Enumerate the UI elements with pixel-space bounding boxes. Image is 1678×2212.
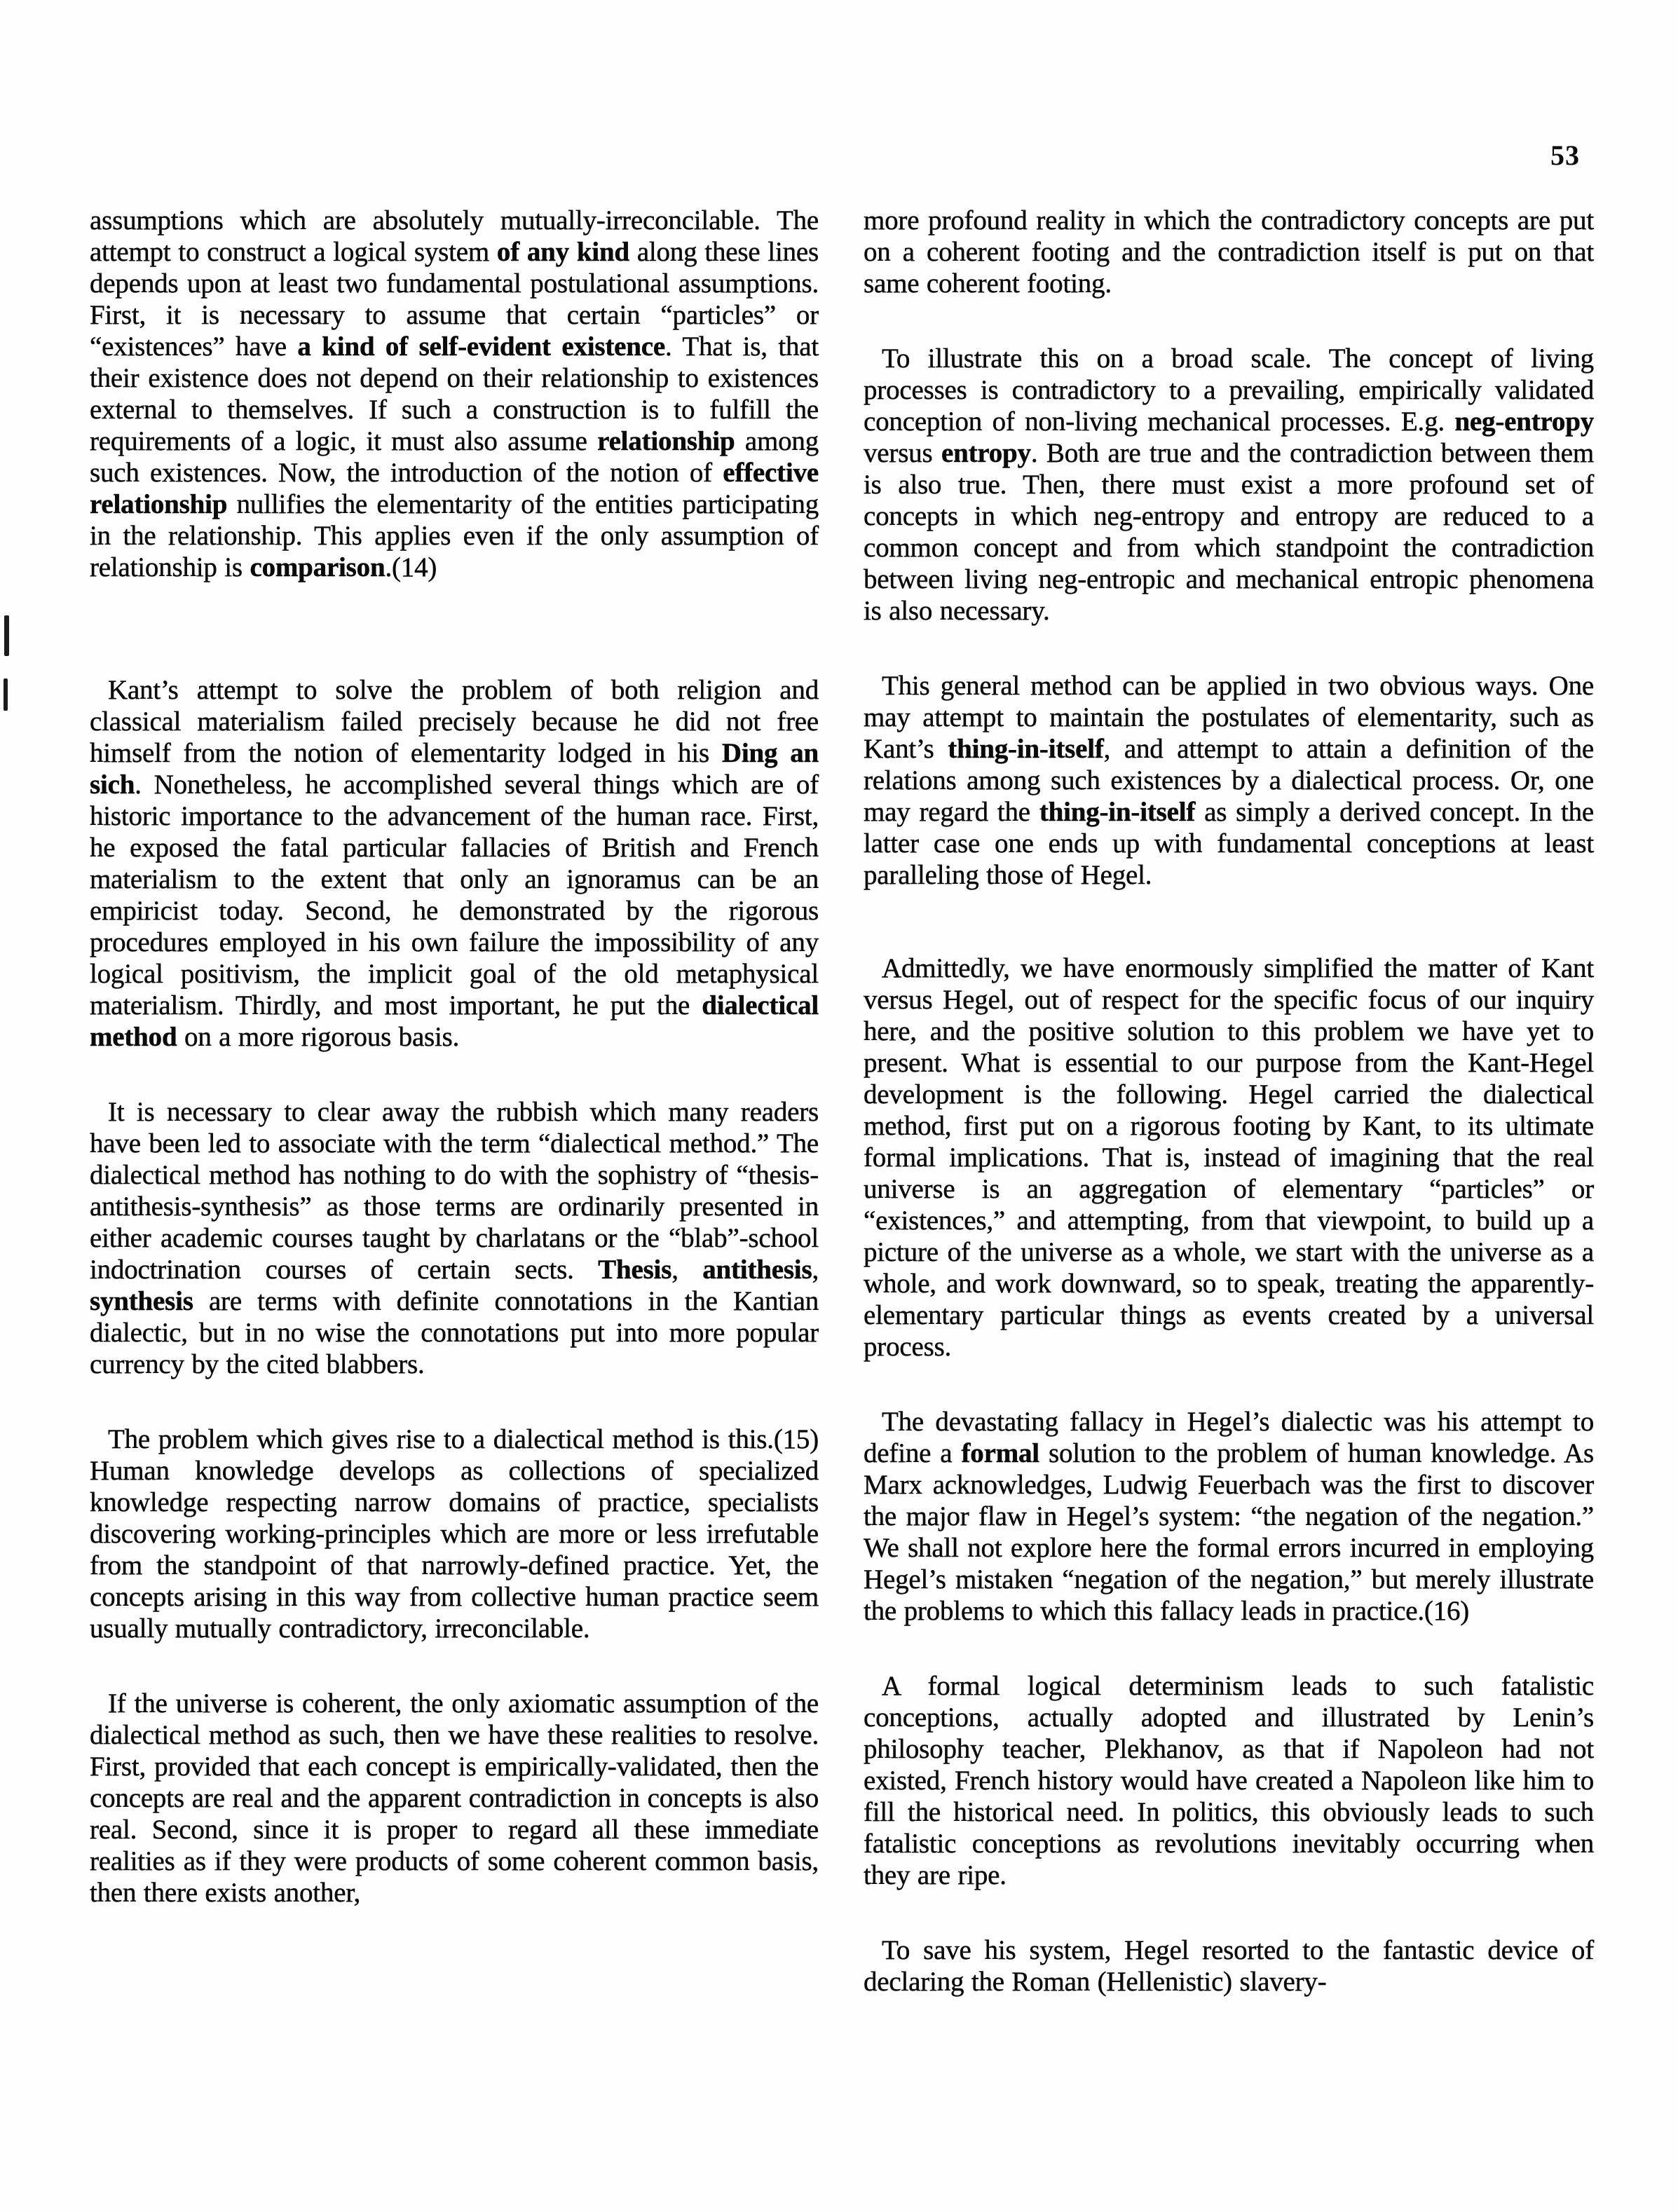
paragraph: [90, 1096, 819, 1380]
paragraph: [864, 1406, 1594, 1627]
bold-text-segment: entropy: [941, 438, 1031, 468]
bold-text-segment: thing-in-itself: [1039, 797, 1196, 827]
text-segment: This general method can be applied in two obvious ways. One may attempt to maintain the postulates of elementarity, such as Kant’s: [864, 671, 1594, 764]
left-column: [90, 205, 819, 1909]
text-segment: To illustrate this on a broad scale. The concept of living processes is contradictory to a prevailing, empirically validated conception of non-living mechanical processes. E.g.: [864, 343, 1594, 437]
text-segment: Kant’s attempt to solve the problem of both religion and classical materialism failed precisely because he did not free himself from the notion of elementarity lodged in his: [90, 675, 819, 768]
text-segment: versus: [864, 438, 941, 468]
text-segment: on a more rigorous basis.: [177, 1022, 460, 1052]
text-segment: as simply a derived concept. In the latter case one ends up with fundamental conceptions at least paralleling those of Hegel.: [864, 797, 1595, 890]
bold-text-segment: neg-entropy: [1454, 407, 1594, 437]
bold-text-segment: Ding an sich: [90, 738, 819, 800]
bold-text-segment: a kind of self-evident existence: [297, 332, 665, 362]
text-segment: solution to the problem of human knowledge. As Marx acknowledges, Ludwig Feuerbach was the first to discover the major flaw in Hegel’s system: “the negation of the negation.” We shall not explore here the formal errors incurred in employing Hegel’s mistaken “negation of the negation,” but merely illustrate the problems to which this fallacy leads in practice.(16): [864, 1438, 1594, 1626]
text-segment: among such existences. Now, the introduction of the notion of: [90, 426, 819, 488]
text-segment: assumptions which are absolutely mutually-irreconcilable. The attempt to construct a logical system: [90, 205, 819, 267]
page-number: 53: [1550, 139, 1580, 171]
paragraph: [90, 205, 819, 583]
bold-text-segment: formal: [961, 1438, 1039, 1468]
text-segment: ,: [812, 1255, 819, 1285]
text-segment: , and attempt to attain a definition of the relations among such existences by a dialectical process. Or, one may regard the: [864, 734, 1594, 827]
bold-text-segment: dialectical method: [90, 990, 819, 1052]
paragraph: [864, 953, 1594, 1363]
text-segment: The problem which gives rise to a dialectical method is this.(15) Human knowledge develops as collections of specialized knowledge respecting narrow domains of practice, specialists discovering working-principles which are more or less irrefutable from the standpoint of that narrowly-defined practice. Yet, the concepts arising in this way from collective human practice seem usually mutually contradictory, irreconcilable.: [90, 1424, 819, 1644]
right-column: [864, 205, 1594, 1998]
paragraph: [864, 205, 1594, 299]
bold-text-segment: synthesis: [90, 1286, 193, 1316]
paragraph: [864, 1670, 1594, 1891]
paragraph: [90, 1424, 819, 1644]
bold-text-segment: antithesis: [702, 1255, 812, 1285]
bold-text-segment: Thesis: [598, 1255, 672, 1285]
text-segment: If the universe is coherent, the only axiomatic assumption of the dialectical method as such, then we have these realities to resolve. First, provided that each concept is empirically-validated, then the concepts are real and the apparent contradiction in concepts is also real. Second, since it is proper to regard all these immediate realities as if they were products of some coherent common basis, then there exists another,: [90, 1688, 819, 1908]
bold-text-segment: effective relationship: [90, 458, 819, 519]
paragraph: [864, 343, 1594, 627]
paragraph: [90, 1688, 819, 1909]
text-segment: ,: [671, 1255, 703, 1285]
text-segment: .(14): [385, 552, 437, 582]
text-segment: along these lines depends upon at least two fundamental postulational assumptions. First, it is necessary to assume that certain “particles” or “existences” have: [90, 237, 819, 362]
scan-artifact: [4, 615, 9, 656]
bold-text-segment: of any kind: [496, 237, 629, 267]
text-segment: It is necessary to clear away the rubbish which many readers have been led to associate with the term “dialectical method.” The dialectical method has nothing to do with the sophistry of “thesis-antithesis-synthesis” as those terms are ordinarily presented in either academic courses taught by charlatans or the “blab”-school indoctrination courses of certain sects.: [90, 1097, 819, 1285]
paragraph: [90, 674, 819, 1053]
bold-text-segment: comparison: [250, 552, 386, 582]
text-segment: The devastating fallacy in Hegel’s dialectic was his attempt to define a: [864, 1407, 1594, 1468]
paragraph: [864, 670, 1594, 891]
scan-artifact: [4, 678, 8, 711]
paragraph: [864, 1934, 1594, 1998]
text-segment: more profound reality in which the contradictory concepts are put on a coherent footing and the contradiction itself is put on that same coherent footing.: [864, 205, 1594, 299]
text-segment: are terms with definite connotations in the Kantian dialectic, but in no wise the connotations put into more popular currency by the cited blabbers.: [90, 1286, 819, 1379]
text-segment: . That is, that their existence does not depend on their relationship to existences external to themselves. If such a construction is to fulfill the requirements of a logic, it must also assume: [90, 332, 819, 456]
text-segment: . Nonetheless, he accomplished several things which are of historic importance to the advancement of the human race. First, he exposed the fatal particular fallacies of British and French materialism to the extent that only an ignoramus can be an empiricist today. Second, he demonstrated by the rigorous procedures employed in his own failure the impossibility of any logical positivism, the implicit goal of the old metaphysical materialism. Thirdly, and most important, he put the: [90, 770, 819, 1020]
bold-text-segment: relationship: [597, 426, 735, 456]
text-segment: . Both are true and the contradiction between them is also true. Then, there must exist a more profound set of concepts in which neg-entropy and entropy are reduced to a common concept and from which standpoint the contradiction between living neg-entropic and mechanical entropic phenomena is also necessary.: [864, 438, 1594, 626]
text-segment: A formal logical determinism leads to such fatalistic conceptions, actually adopted and illustrated by Lenin’s philosophy teacher, Plekhanov, as that if Napoleon had not existed, French history would have created a Napoleon like him to fill the historical need. In politics, this obviously leads to such fatalistic conceptions as revolutions inevitably occurring when they are ripe.: [864, 1671, 1594, 1890]
text-segment: Admittedly, we have enormously simplified the matter of Kant versus Hegel, out of respect for the specific focus of our inquiry here, and the positive solution to this problem we have yet to present. What is essential to our purpose from the Kant-Hegel development is the following. Hegel carried the dialectical method, first put on a rigorous footing by Kant, to its ultimate formal implications. That is, instead of imagining that the real universe is an aggregation of elementary “particles” or “existences,” and attempting, from that viewpoint, to build up a picture of the universe as a whole, we start with the universe as a whole, and work downward, so to speak, treating the apparently-elementary particular things as events created by a universal process.: [864, 953, 1594, 1362]
text-segment: To save his system, Hegel resorted to the fantastic device of declaring the Roman (Hellenistic) slavery-: [864, 1935, 1594, 1997]
text-segment: nullifies the elementarity of the entities participating in the relationship. This applies even if the only assumption of relationship is: [90, 489, 819, 582]
bold-text-segment: thing-in-itself: [948, 734, 1104, 764]
